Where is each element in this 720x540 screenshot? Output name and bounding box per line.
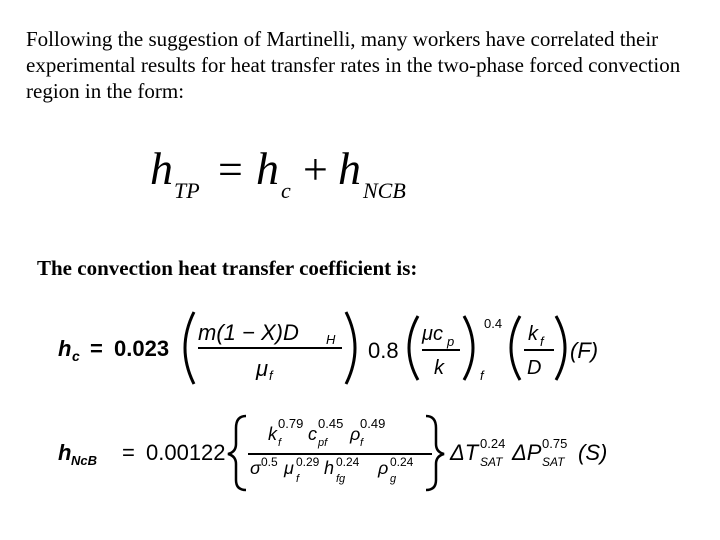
eq3-num-c-sup: 0.45	[318, 416, 344, 431]
eq2-mult: 0.8	[368, 338, 399, 363]
eq2-paren2-right	[464, 316, 473, 380]
eq3-num-c-sub: pf	[318, 437, 328, 449]
eq3-num-rho-sub: f	[360, 437, 364, 449]
eq1-term2: h	[338, 143, 361, 194]
eq3-den-h-sup: 0.24	[336, 455, 360, 469]
eq2-frac3-den: D	[527, 357, 542, 379]
equation-hc	[56, 306, 636, 388]
eq3-factor: (S)	[578, 440, 608, 465]
equation-hncb	[56, 410, 656, 494]
eq3-lhs-sub: NcB	[71, 453, 98, 468]
intro-paragraph: Following the suggestion of Martinelli, many workers have correlated their experimental results for heat transfer rates in the two-phase forced convection region in the form:	[26, 27, 681, 103]
eq2-equals: =	[90, 336, 103, 361]
eq2-paren1-right	[346, 312, 355, 384]
eq3-den-h: h	[324, 458, 335, 478]
eq1-lhs-sub: TP	[174, 178, 200, 203]
eq2-paren3-left	[511, 316, 520, 380]
eq2-frac2-num: μc	[422, 323, 443, 345]
eq3-brace-left	[228, 416, 246, 490]
eq3-num-k-sup: 0.79	[278, 416, 304, 431]
eq2-paren3-right	[556, 316, 565, 380]
eq3-den-mu-sup: 0.29	[296, 455, 320, 469]
eq2-exp-sub: f	[480, 368, 484, 383]
eq3-den-rho-sup: 0.24	[390, 455, 414, 469]
eq3-den-rho-sub: g	[390, 473, 397, 485]
eq3-delta-t-sup: 0.24	[480, 436, 506, 451]
eq2-paren1-left	[185, 312, 194, 384]
eq2-frac3-num-sub: f	[540, 334, 544, 349]
eq3-num-rho: ρ	[350, 424, 361, 444]
eq3-delta-p-sub: SAT	[542, 455, 565, 469]
eq2-lhs: h	[58, 336, 72, 361]
eq1-plus: +	[303, 145, 328, 194]
eq3-den-mu: μ	[284, 458, 294, 478]
eq3-coef: 0.00122	[146, 440, 226, 465]
eq2-frac2-num-sub: p	[447, 334, 455, 349]
eq2-frac3-num: k	[528, 323, 538, 345]
eq3-delta-p: ΔP	[512, 440, 542, 465]
subheading: The convection heat transfer coefficient is:	[37, 256, 418, 280]
eq3-delta-t-sub: SAT	[480, 455, 503, 469]
eq3-den-mu-sub: f	[296, 473, 300, 485]
eq3-num-rho-sup: 0.49	[360, 416, 386, 431]
eq3-delta-p-sup: 0.75	[542, 436, 568, 451]
eq3-num-k: k	[268, 424, 277, 444]
eq3-delta-t: ΔT	[450, 440, 479, 465]
eq3-den-sigma-sup: 0.5	[261, 455, 278, 469]
eq2-frac1-den: μ	[256, 356, 269, 381]
eq2-frac2-den: k	[434, 357, 444, 379]
eq1-equals: =	[218, 145, 243, 194]
eq1-term1-sub: c	[281, 178, 291, 203]
eq2-coef: 0.023	[114, 336, 170, 361]
eq3-num-k-sub: f	[278, 437, 282, 449]
eq1-lhs: h	[150, 143, 173, 194]
eq3-num-c: c	[308, 424, 317, 444]
eq2-frac1-num-sub: H	[326, 332, 336, 347]
eq3-den-h-sub: fg	[336, 473, 346, 485]
eq3-den-sigma: σ	[250, 458, 261, 478]
equation-htp	[148, 142, 448, 212]
eq2-factor: (F)	[570, 338, 599, 363]
eq2-frac1-den-sub: f	[269, 368, 273, 383]
eq3-equals: =	[122, 440, 135, 465]
eq3-den-rho: ρ	[378, 458, 389, 478]
eq3-lhs: h	[58, 440, 72, 465]
eq1-term2-sub: NCB	[363, 178, 406, 203]
eq2-lhs-sub: c	[72, 348, 80, 364]
eq2-exp: 0.4	[484, 316, 503, 331]
eq2-paren2-left	[409, 316, 418, 380]
eq1-term1: h	[256, 143, 279, 194]
eq2-frac1-num: m(1 − X)D	[198, 320, 299, 345]
